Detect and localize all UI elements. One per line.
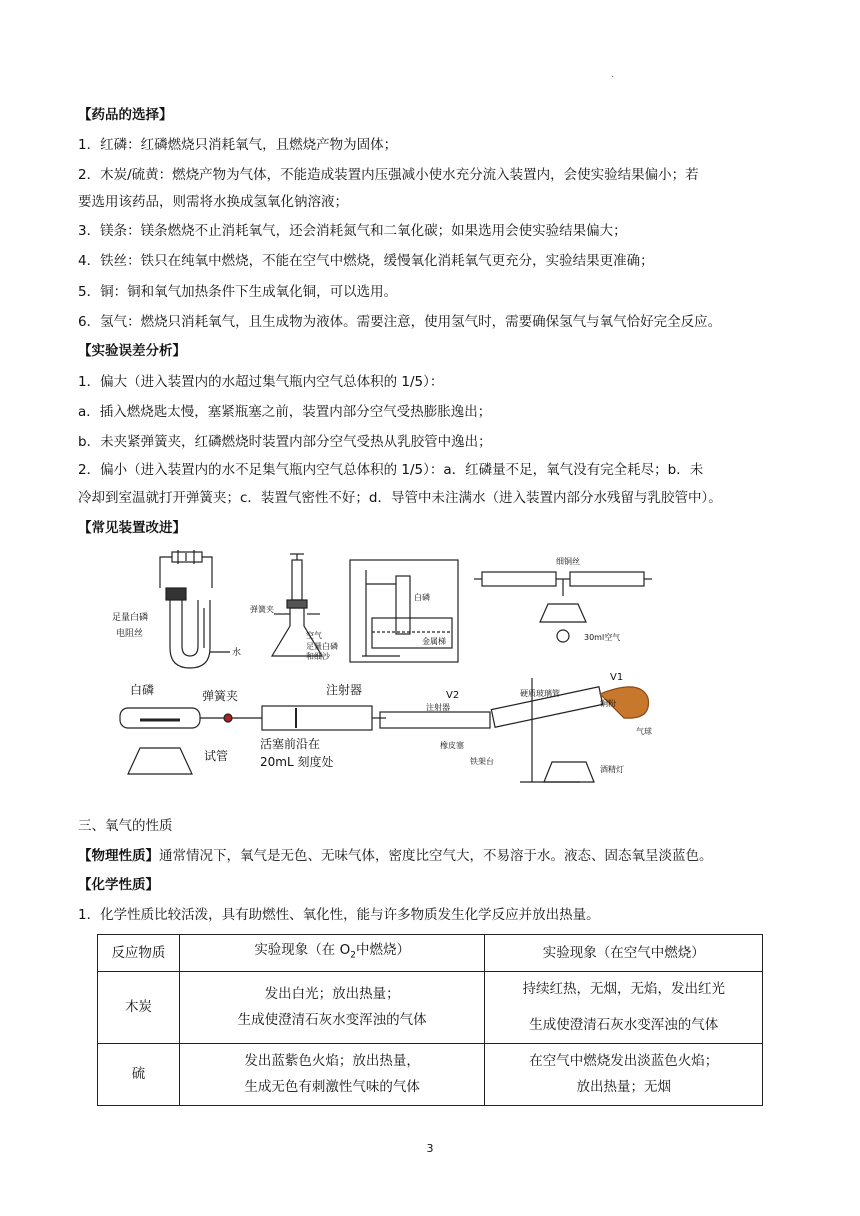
figure-two-syringes [474,572,652,642]
label-c-metal: 金属梯 [422,637,446,646]
label-b-spring: 弹簧夹 [250,605,274,614]
label-d-cu: 细铜丝 [556,557,580,566]
label-b-p2: 和细沙 [306,652,330,661]
section-o2-title: 三、氧气的性质 [78,818,173,834]
drug-item-5: 5．铜：铜和氧气加热条件下生成氧化铜，可以选用。 [78,284,398,300]
label-d-air: 30ml空气 [584,633,621,642]
physical-properties [78,845,798,867]
label-a-white-p: 足量白磷 [112,613,149,623]
label-f-cu: 铜粉 [600,699,616,708]
error-item-1b: b．未夹紧弹簧夹，红磷燃烧时装置内部分空气受热从乳胶管中逸出； [78,434,492,450]
phys-heading: 【物理性质】 [78,848,159,864]
label-e-syringe: 注射器 [326,683,363,697]
drug-item-6: 6．氢气：燃烧只消耗氧气，且生成物为液体。需要注意，使用氢气时，需要确保氢气与氧气恰好完全反应。 [78,314,722,330]
label-f-balloon: 气球 [636,727,652,736]
table-cell-air: 持续红热，无烟，无焰，发出红光 生成使澄清石灰水变浑浊的气体 [485,971,763,1043]
figure-cylinder [350,560,458,662]
label-e-piston1: 活塞前沿在 [260,737,321,751]
drug-item-2: 2．木炭/硫黄：燃烧产物为气体，不能造成装置内压强减小使水充分流入装置内，会使实验结果偏小；若 [78,167,699,183]
drug-item-3: 3．镁条：镁条燃烧不止消耗氧气，还会消耗氮气和二氧化碳；如果选用会使实验结果偏大； [78,223,627,239]
chem-text: 1．化学性质比较活泼，具有助燃性、氧化性，能与许多物质发生化学反应并放出热量。 [78,907,600,923]
label-e-tube: 试管 [204,749,229,763]
drug-item-4: 4．铁丝：铁只在纯氧中燃烧，不能在空气中燃烧，缓慢氧化消耗氧气更充分，实验结果更准确； [78,253,654,269]
table-header-air: 实验现象（在空气中燃烧） [485,935,763,972]
combustion-table [97,934,763,1106]
label-f-v1: V1 [610,672,624,683]
apparatus-figures [100,548,670,803]
phys-text: 通常情况下，氧气是无色、无味气体，密度比空气大，不易溶于水。液态、固态氧呈淡蓝色。 [159,848,713,864]
label-f-lamp: 酒精灯 [600,765,624,774]
table-header-row [98,935,763,972]
label-f-syringe: 注射器 [426,703,450,712]
label-a-water: 水 [232,648,242,658]
label-f-stand: 铁架台 [470,757,494,766]
label-b-p: 足量白磷 [306,642,338,651]
table-cell-air: 在空气中燃烧发出淡蓝色火焰； 放出热量；无烟 [485,1043,763,1105]
figure-u-tube [160,550,230,668]
chem-heading: 【化学性质】 [78,877,159,893]
table-cell-o2: 发出蓝紫色火焰；放出热量， 生成无色有刺激性气味的气体 [179,1043,485,1105]
table-row [98,1043,763,1105]
label-e-spring: 弹簧夹 [202,689,239,703]
label-c-p: 白磷 [414,593,430,602]
label-f-glass: 硬质玻璃管 [520,689,560,698]
figure-flask [272,554,322,656]
label-e-piston2: 20mL 刻度处 [260,755,334,769]
heading-error-analysis: 【实验误差分析】 [78,343,186,359]
heading-device-improvement: 【常见装置改进】 [78,520,186,536]
label-f-v2: V2 [446,690,460,701]
drug-item-1: 1．红磷：红磷燃烧只消耗氧气，且燃烧产物为固体； [78,137,398,153]
heading-drug-selection: 【药品的选择】 [78,107,173,123]
error-item-1: 1．偏大（进入装置内的水超过集气瓶内空气总体积的 1/5）： [78,374,444,390]
label-f-stopper: 橡皮塞 [440,741,464,750]
table-cell-substance: 硫 [98,1043,180,1105]
table-header-substance: 反应物质 [98,935,180,972]
page-number: 3 [426,1142,434,1155]
error-item-2-cont: 冷却到室温就打开弹簧夹；c．装置气密性不好；d．导管中未注满水（进入装置内部分水残留与乳胶管中）。 [78,490,722,506]
drug-item-2-cont: 要选用该药品，则需将水换成氢氧化钠溶液； [78,194,348,210]
table-header-o2: 实验现象（在 $O_2$中燃烧） [179,935,485,972]
error-item-2: 2．偏小（进入装置内的水不足集气瓶内空气总体积的 1/5）：a．红磷量不足，氧气没有完全耗尽；b．未 [78,462,704,478]
label-e-p: 白磷 [130,683,155,697]
label-a-wire: 电阻丝 [116,629,144,639]
table-cell-o2: 发出白光；放出热量； 生成使澄清石灰水变浑浊的气体 [179,971,485,1043]
error-item-1a: a．插入燃烧匙太慢，塞紧瓶塞之前，装置内部分空气受热膨胀逸出； [78,404,492,420]
label-b-air: 空气 [306,631,322,640]
figure-tube-syringe [120,706,386,774]
table-cell-substance: 木炭 [98,971,180,1043]
header-dot: · [611,72,615,83]
table-row [98,971,763,1043]
